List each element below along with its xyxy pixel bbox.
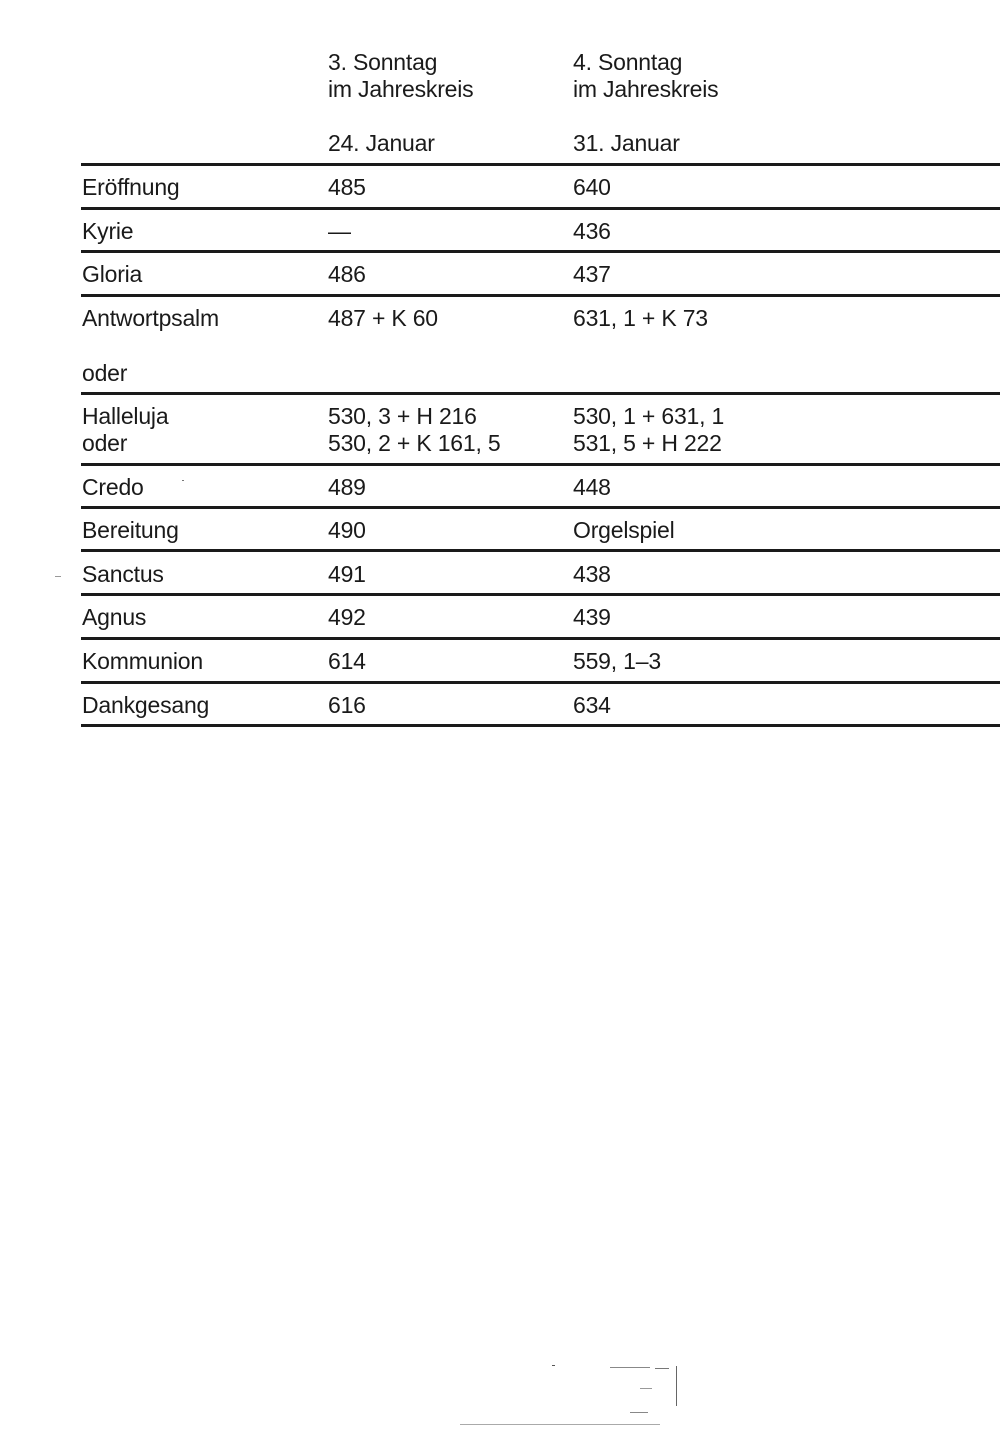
cell-a: — — [328, 218, 351, 244]
header-rule — [81, 163, 1000, 166]
cell-a: 490 — [328, 517, 366, 543]
row-sub-label: oder — [82, 360, 128, 386]
cell-a: 616 — [328, 692, 366, 718]
row-label: Sanctus — [82, 561, 164, 587]
row-label: Bereitung — [82, 517, 179, 543]
row-label: Halleluja — [82, 403, 169, 429]
cell-b: 436 — [573, 218, 611, 244]
row-alt-label: oder — [82, 430, 128, 456]
row-label: Dankgesang — [82, 692, 210, 718]
row-divider — [81, 294, 1000, 297]
row-divider — [81, 637, 1000, 640]
cell-a: 485 — [328, 174, 366, 200]
cell-a: 530, 3 + H 216 — [328, 403, 477, 429]
row-label: Agnus — [82, 604, 147, 630]
column-b-date: 31. Januar — [573, 130, 680, 156]
cell-a: 489 — [328, 474, 366, 500]
cell-b: 438 — [573, 561, 611, 587]
row-label: Kommunion — [82, 648, 203, 674]
cell-a: 492 — [328, 604, 366, 630]
cell-b: 634 — [573, 692, 611, 718]
column-b-subtitle: im Jahreskreis — [573, 76, 719, 102]
cell-b: 631, 1 + K 73 — [573, 305, 708, 331]
cell-b: 530, 1 + 631, 1 — [573, 403, 725, 429]
row-divider — [81, 681, 1000, 684]
cell-b: 448 — [573, 474, 611, 500]
column-a-title: 3. Sonntag — [328, 49, 438, 75]
cell-b: 439 — [573, 604, 611, 630]
cell-a: 486 — [328, 261, 366, 287]
row-divider — [81, 392, 1000, 395]
cell-a: 614 — [328, 648, 366, 674]
row-label: Eröffnung — [82, 174, 180, 200]
cell-a: 491 — [328, 561, 366, 587]
row-divider — [81, 207, 1000, 210]
cell-a: 487 + K 60 — [328, 305, 438, 331]
row-label: Credo — [82, 474, 144, 500]
cell-alt-a: 530, 2 + K 161, 5 — [328, 430, 501, 456]
row-label: Kyrie — [82, 218, 134, 244]
cell-b: 559, 1–3 — [573, 648, 661, 674]
row-divider — [81, 250, 1000, 253]
column-a-date: 24. Januar — [328, 130, 435, 156]
row-divider — [81, 463, 1000, 466]
column-b-title: 4. Sonntag — [573, 49, 683, 75]
row-divider — [81, 549, 1000, 552]
column-a-subtitle: im Jahreskreis — [328, 76, 474, 102]
cell-alt-b: 531, 5 + H 222 — [573, 430, 722, 456]
table-bottom-rule — [81, 724, 1000, 727]
row-label: Antwortpsalm — [82, 305, 219, 331]
cell-b: 640 — [573, 174, 611, 200]
cell-b: 437 — [573, 261, 611, 287]
cell-b: Orgelspiel — [573, 517, 675, 543]
row-divider — [81, 593, 1000, 596]
row-label: Gloria — [82, 261, 143, 287]
row-divider — [81, 506, 1000, 509]
